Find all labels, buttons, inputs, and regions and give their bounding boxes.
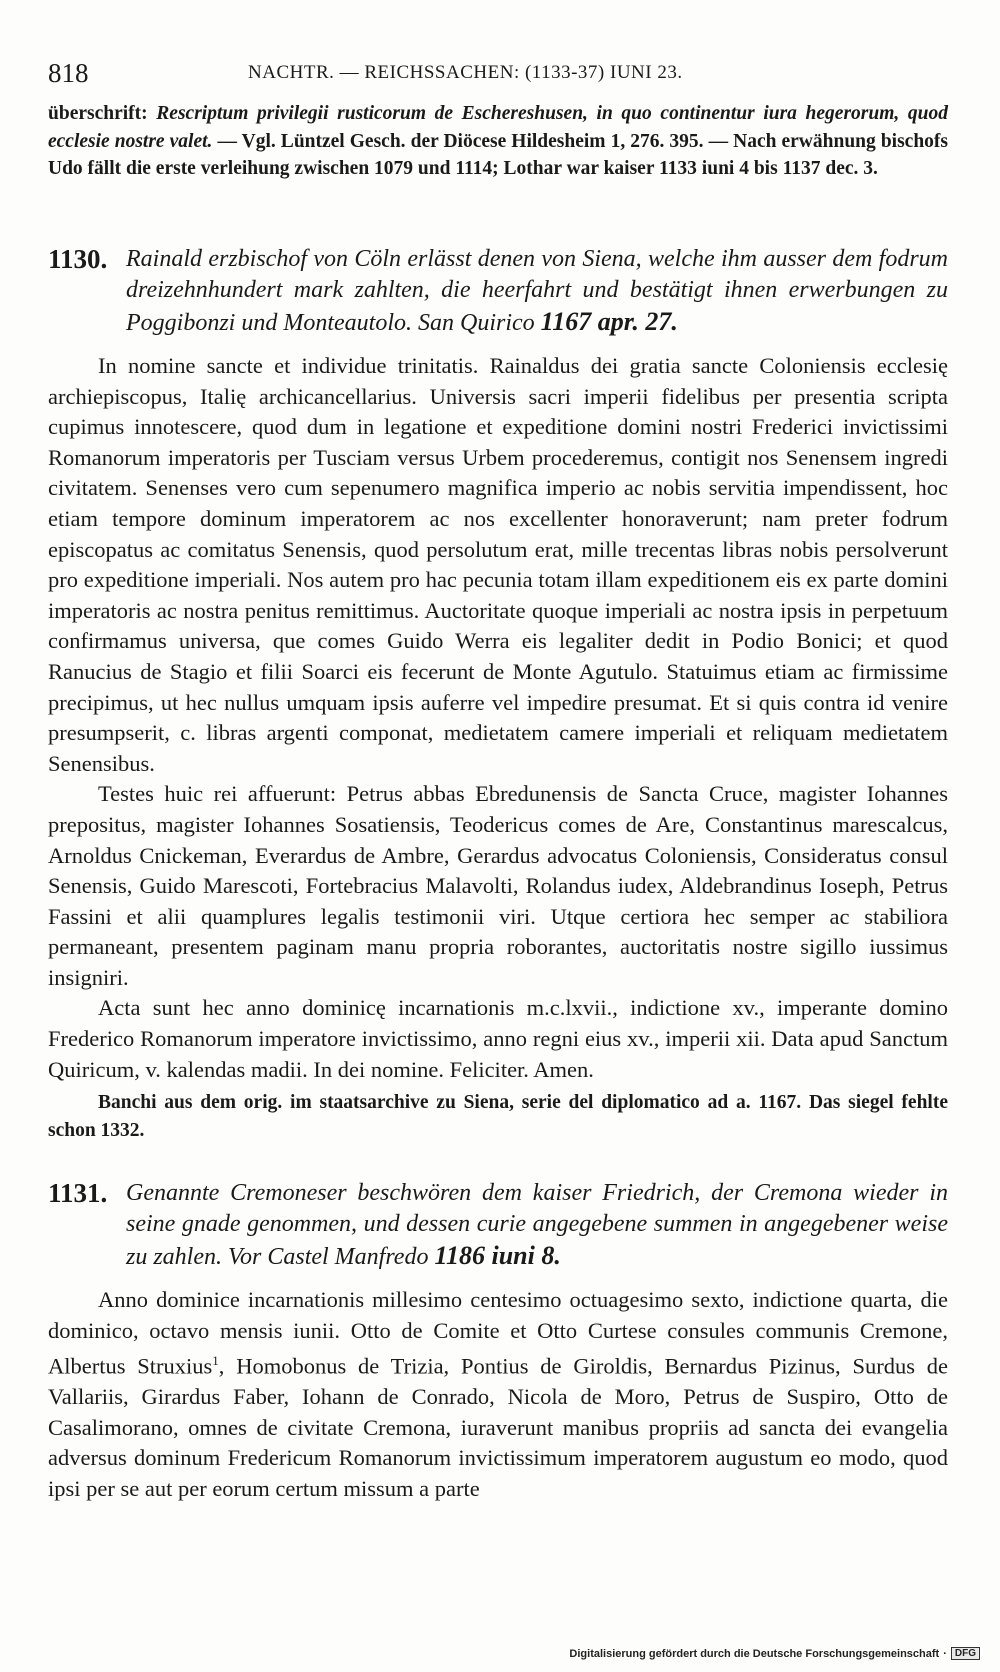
running-title: NACHTR. — REICHSSACHEN: (1133-37) IUNI 23. bbox=[248, 62, 683, 83]
entry-1130-regest bbox=[48, 244, 948, 339]
entry-1131-regest bbox=[48, 1178, 948, 1273]
page-number: 818 bbox=[48, 58, 89, 88]
dating-paragraph: Acta sunt hec anno dominicę incarnationis m.c.lxvii., indictione xv., imperante domino Frederico Romanorum imperatore invictissimo, anno regni eius xv., imperii xii. Data apud Sanctum Quiricum, v. kalendas madii. In dei nomine. Feliciter. Amen. bbox=[48, 995, 948, 1082]
regest-text: Genannte Cremoneser beschwören dem kaiser Friedrich, der Cremona wieder in seine gnade genommen, und dessen curie angegebene summen in angegebener weise zu zahlen. Vor Castel Manfredo bbox=[126, 1180, 948, 1270]
entry-number: 1130. bbox=[48, 244, 108, 274]
charter-paragraph: In nomine sancte et individue trinitatis. Rainaldus dei gratia sancte Coloniensis ecclesię archiepiscopus, Italię archicancellarius. Universis sacri imperii fidelibus per presentia scripta cupimus innotescere, quod dum in legatione et expeditione domini nostri Frederici invictissimi Romanorum imperatoris per Tusciam versus Urbem procederemus, contigit nos Senensem ingredi civitatem. Senenses vero cum sepenumero magnifica imperio ac nobis servitia impendissent, hoc etiam tempore dominum imperatorem ac nos excellenter honoraverunt; nam preter fodrum episcopatus ac comitatus Senensis, quod persolutum erat, mille trecentas libras nobis persolverunt pro expeditione imperiali. Nos autem pro hac pecunia totam illam expeditionem eis ex parte domini imperatoris ac nostra penitus remittimus. Auctoritate quoque imperiali ac nostra ipsis in perpetuum confirmamus universa, que comes Guido Werra eis legaliter dedit in Podio Bonici; et quod Ranucius de Stagio et filii Soarci eis fecerunt de Monte Agutulo. Statuimus etiam ac firmissime precipimus, ut hec nullus umquam ipsis auferre vel impedire presumat. Et si quis contra id venire presumpserit, c. libras argenti componat, medietatem camere imperiali et reliquam medietatem Senensibus. bbox=[48, 353, 948, 776]
witness-paragraph: Testes huic rei affuerunt: Petrus abbas Ebredunensis de Sancta Cruce, magister Iohannes prepositus, magister Iohannes Sosatiensis, Teodericus comes de Are, Constantinus marescalcus, Arnoldus Cnickeman, Everardus de Ambre, Gerardus advocatus Coloniensis, Consideratus consul Senensis, Guido Marescoti, Fortebracius Malavolti, Rolandus iudex, Aldebrandinus Ioseph, Petrus Fassini et alii quamplures legalis testimonii viri. Utque certiora hec semper ac stabiliora permaneant, presentem paginam manu propria roborantes, auctoritatis nostre sigillo iussimus insigniri. bbox=[48, 781, 948, 990]
entry-1131 bbox=[48, 1178, 948, 1505]
digitization-credit: Digitalisierung gefördert durch die Deutsche Forschungsgemeinschaft · DFG bbox=[569, 1647, 980, 1660]
note-label: überschrift: bbox=[48, 103, 148, 124]
credit-text: Digitalisierung gefördert durch die Deutsche Forschungsgemeinschaft bbox=[569, 1647, 940, 1660]
page-header bbox=[48, 58, 948, 92]
note-text: — Vgl. Lüntzel Gesch. der Diöcese Hildesheim 1, 276. 395. — Nach erwähnung bischofs Udo fällt die erste verleihung zwischen 1079 und 1114; Lothar war kaiser 1133 iuni 4 bis 1137 dec. 3. bbox=[48, 130, 948, 179]
entry-number: 1131. bbox=[48, 1178, 108, 1208]
regest-date: 1167 apr. 27. bbox=[540, 307, 678, 336]
previous-entry-note bbox=[48, 100, 948, 183]
charter-paragraph bbox=[48, 1285, 948, 1505]
dfg-logo: DFG bbox=[951, 1647, 980, 1660]
regest-text: Rainald erzbischof von Cöln erlässt denen von Siena, welche ihm ausser dem fodrum dreizehnhundert mark zahlten, die heerfahrt und bestätigt ihnen erwerbungen zu Poggibonzi und Monteautolo. San Quirico bbox=[126, 246, 948, 336]
text-part: , Homobonus de Trizia, Pontius de Giroldis, Bernardus Pizinus, Surdus de Vallariis, Girardus Faber, Iohann de Conrado, Nicola de Moro, Petrus de Suspiro, Otto de Casalimorano, omnes de civitate Cremona, iuraverunt manibus propriis ad sancta dei evangelia adversus dominum Fredericum Romanorum invictissimum imperatorem augustum eo modo, quod ipsi per se aut per eorum certum missum a parte bbox=[48, 1353, 948, 1502]
source-note: Banchi aus dem orig. im staatsarchive zu Siena, serie del diplomatico ad a. 1167. Das siegel fehlte schon 1332. bbox=[48, 1092, 948, 1141]
footnote-mark[interactable]: 1 bbox=[212, 1353, 219, 1369]
note-italic: Rescriptum privilegii rusticorum de Eschereshusen, in quo continentur iura hegerorum, quod ecclesie nostre valet. bbox=[48, 103, 949, 152]
regest-date: 1186 iuni 8. bbox=[434, 1241, 561, 1270]
entry-1130 bbox=[48, 244, 948, 1144]
text-part: Anno dominice incarnationis millesimo centesimo octuagesimo sexto, indictione quarta, die dominico, octavo mensis iunii. Otto de Comite et Otto Curtese consules communis Cremone, Albertus Struxius bbox=[48, 1287, 948, 1379]
